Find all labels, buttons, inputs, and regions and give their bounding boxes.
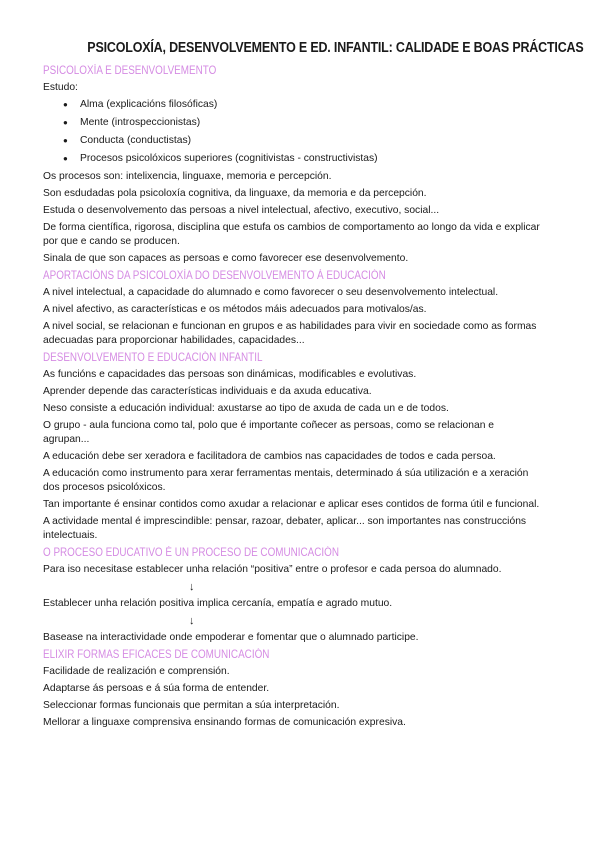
paragraph: Os procesos son: intelixencia, linguaxe, memoria e percepción.: [43, 171, 332, 182]
section-educacion-infantil: [43, 352, 543, 543]
list-item: ● Alma (explicacións filosóficas): [63, 98, 543, 112]
paragraph: A nivel social, se relacionan e funcionan en grupos e as habilidades para vivir en sociedade como as formas adecuadas para proporcionar habilidades, capacidades...: [43, 321, 537, 346]
paragraph: Seleccionar formas funcionais que permitan a súa interpretación.: [43, 700, 340, 711]
paragraph: Tan importante é ensinar contidos como axudar a relacionar e aplicar eses contidos de forma útil e funcional.: [43, 499, 540, 510]
paragraph: Sinala de que son capaces as persoas e como favorecer ese desenvolvemento.: [43, 253, 409, 264]
paragraph: Establecer unha relación positiva implica cercanía, empatía e agrado mutuo.: [43, 598, 393, 609]
paragraph: Estuda o desenvolvemento das persoas a nivel intelectual, afectivo, executivo, social...: [43, 205, 440, 216]
section-heading: PSICOLOXÍA E DESENVOLVEMENTO: [43, 65, 217, 77]
paragraph: Estudo:: [43, 82, 78, 93]
document-page: [43, 40, 584, 733]
paragraph: A nivel intelectual, a capacidade do alumnado e como favorecer o seu desenvolvemento intelectual.: [43, 287, 499, 298]
paragraph: A actividade mental é imprescindible: pensar, razoar, debater, aplicar... son importantes nas construccións intelectuais.: [43, 516, 527, 541]
paragraph: A educación como instrumento para xerar ferramentas mentais, determinado á súa utilización e a xeración dos procesos psicolóxicos.: [43, 468, 529, 493]
paragraph: De forma científica, rigorosa, disciplina que estufa os cambios de comportamento ao longo da vida e explicar por que e cando se producen.: [43, 222, 540, 247]
section-aportacions: [43, 270, 543, 348]
paragraph: Para iso necesitase establecer unha relación “positiva” entre o profesor e cada persoa do alumnado.: [43, 564, 502, 575]
paragraph: O grupo - aula funciona como tal, polo que é importante coñecer as persoas, como se relacionan e agrupan...: [43, 420, 495, 445]
bullet-list: [43, 98, 543, 166]
section-heading: O PROCESO EDUCATIVO É UN PROCESO DE COMUNICACIÓN: [43, 547, 340, 559]
section-formas-comunicacion: [43, 649, 543, 730]
down-arrow-icon: ↓: [189, 581, 195, 593]
list-item: ● Procesos psicolóxicos superiores (cognitivistas - constructivistas): [63, 152, 543, 166]
list-item: ● Conducta (conductistas): [63, 134, 543, 148]
section-heading: APORTACIÓNS DA PSICOLOXÍA DO DESENVOLVEMENTO Á EDUCACIÓN: [43, 270, 386, 282]
paragraph: A nivel afectivo, as características e os métodos máis adecuados para motivalos/as.: [43, 304, 427, 315]
paragraph: Adaptarse ás persoas e á súa forma de entender.: [43, 683, 270, 694]
section-psicoloxia: [43, 65, 543, 266]
section-heading: ELIXIR FORMAS EFICACES DE COMUNICACIÓN: [43, 649, 270, 661]
paragraph: Facilidade de realización e comprensión.: [43, 666, 230, 677]
down-arrow-icon: ↓: [189, 615, 195, 627]
paragraph: Basease na interactividade onde empoderar e fomentar que o alumnado participe.: [43, 632, 419, 643]
page-title: PSICOLOXÍA, DESENVOLVEMENTO E ED. INFANTIL: CALIDADE E BOAS PRÁCTICAS: [87, 40, 584, 56]
section-proceso-comunicacion: [43, 547, 543, 645]
paragraph: A educación debe ser xeradora e facilitadora de cambios nas capacidades de todos e cada persoa.: [43, 451, 496, 462]
section-heading: DESENVOLVEMENTO E EDUCACIÓN INFANTIL: [43, 352, 263, 364]
paragraph: As funcións e capacidades das persoas son dinámicas, modificables e evolutivas.: [43, 369, 417, 380]
paragraph: Mellorar a linguaxe comprensiva ensinando formas de comunicación expresiva.: [43, 717, 406, 728]
paragraph: Son esdudadas pola psicoloxía cognitiva, da linguaxe, da memoria e da percepción.: [43, 188, 427, 199]
list-item: ● Mente (introspeccionistas): [63, 116, 543, 130]
paragraph: Neso consiste a educación individual: axustarse ao tipo de axuda de cada un e de todos.: [43, 403, 449, 414]
paragraph: Aprender depende das características individuais e da axuda educativa.: [43, 386, 372, 397]
